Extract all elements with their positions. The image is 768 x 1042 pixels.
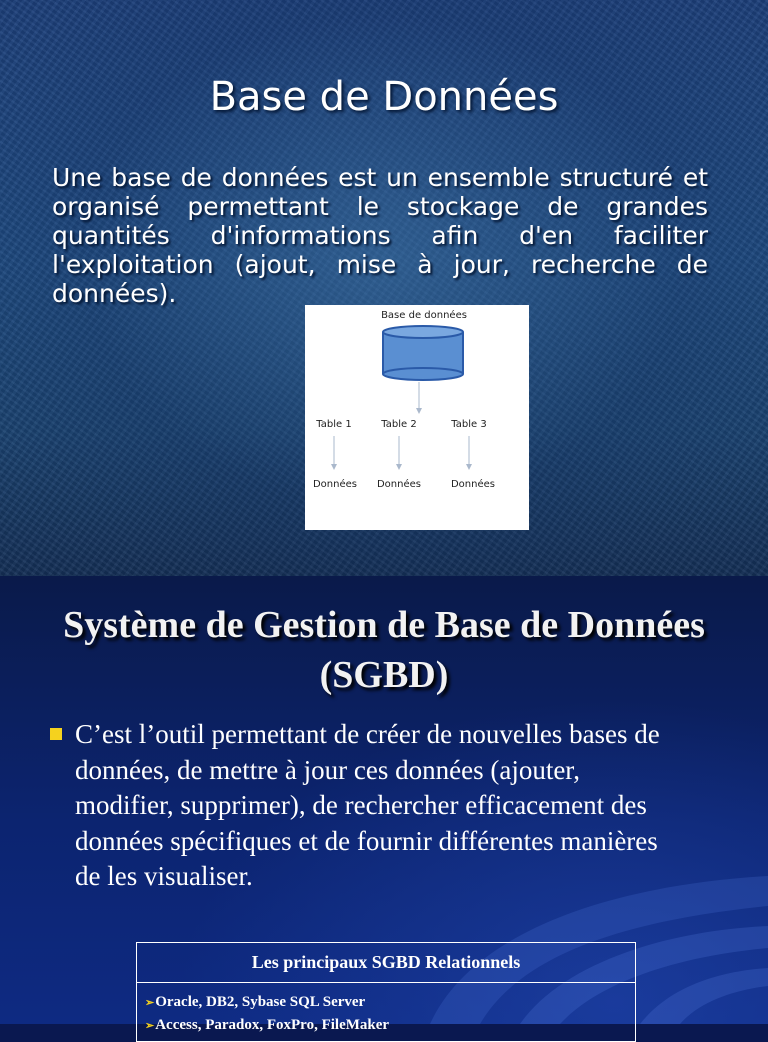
slide-title: Système de Gestion de Base de Données (SGBD): [63, 604, 705, 696]
table-row: [137, 983, 636, 1042]
sgbd-table: [136, 942, 636, 1042]
table-row-text: Oracle, DB2, Sybase SQL Server: [155, 994, 366, 1010]
arrow-down-icon: [396, 436, 402, 470]
arrow-down-icon: [416, 382, 422, 414]
slide-sgbd: [0, 576, 768, 1033]
diagram-table-label: Table 2: [381, 419, 417, 430]
diagram-table-label: Table 1: [316, 419, 352, 430]
bullet-square-icon: [50, 728, 62, 740]
table-header: Les principaux SGBD Relationnels: [137, 943, 636, 983]
bullet-text: C’est l’outil permettant de créer de nouvelles bases de données, de mettre à jour ces données (ajouter, modifier, supprimer), de rechercher efficacement des données spécifiques et de fournir différentes manières de les visualiser.: [75, 719, 660, 891]
arrow-bullet-icon: ➢: [145, 997, 155, 1009]
diagram-table-label: Table 3: [451, 419, 487, 430]
diagram-db-label: Base de données: [381, 310, 467, 321]
slide-body-text: Une base de données est un ensemble structuré et organisé permettant le stockage de grandes quantités d'informations afin d'en faciliter l'exploitation (ajout, mise à jour, recherche de données).: [52, 163, 708, 308]
diagram-data-label: Données: [450, 479, 496, 490]
diagram-data-label: Données: [312, 479, 358, 490]
arrow-bullet-icon: ➢: [145, 1020, 155, 1032]
slide-title: Base de Données: [209, 74, 559, 120]
database-diagram-svg: [305, 305, 529, 530]
arrow-down-icon: [466, 436, 472, 470]
database-cylinder-icon: [383, 326, 463, 380]
table-row-text: Access, Paradox, FoxPro, FileMaker: [155, 1017, 390, 1033]
database-diagram: [305, 305, 529, 530]
diagram-data-label: Données: [376, 479, 422, 490]
arrow-down-icon: [331, 436, 337, 470]
